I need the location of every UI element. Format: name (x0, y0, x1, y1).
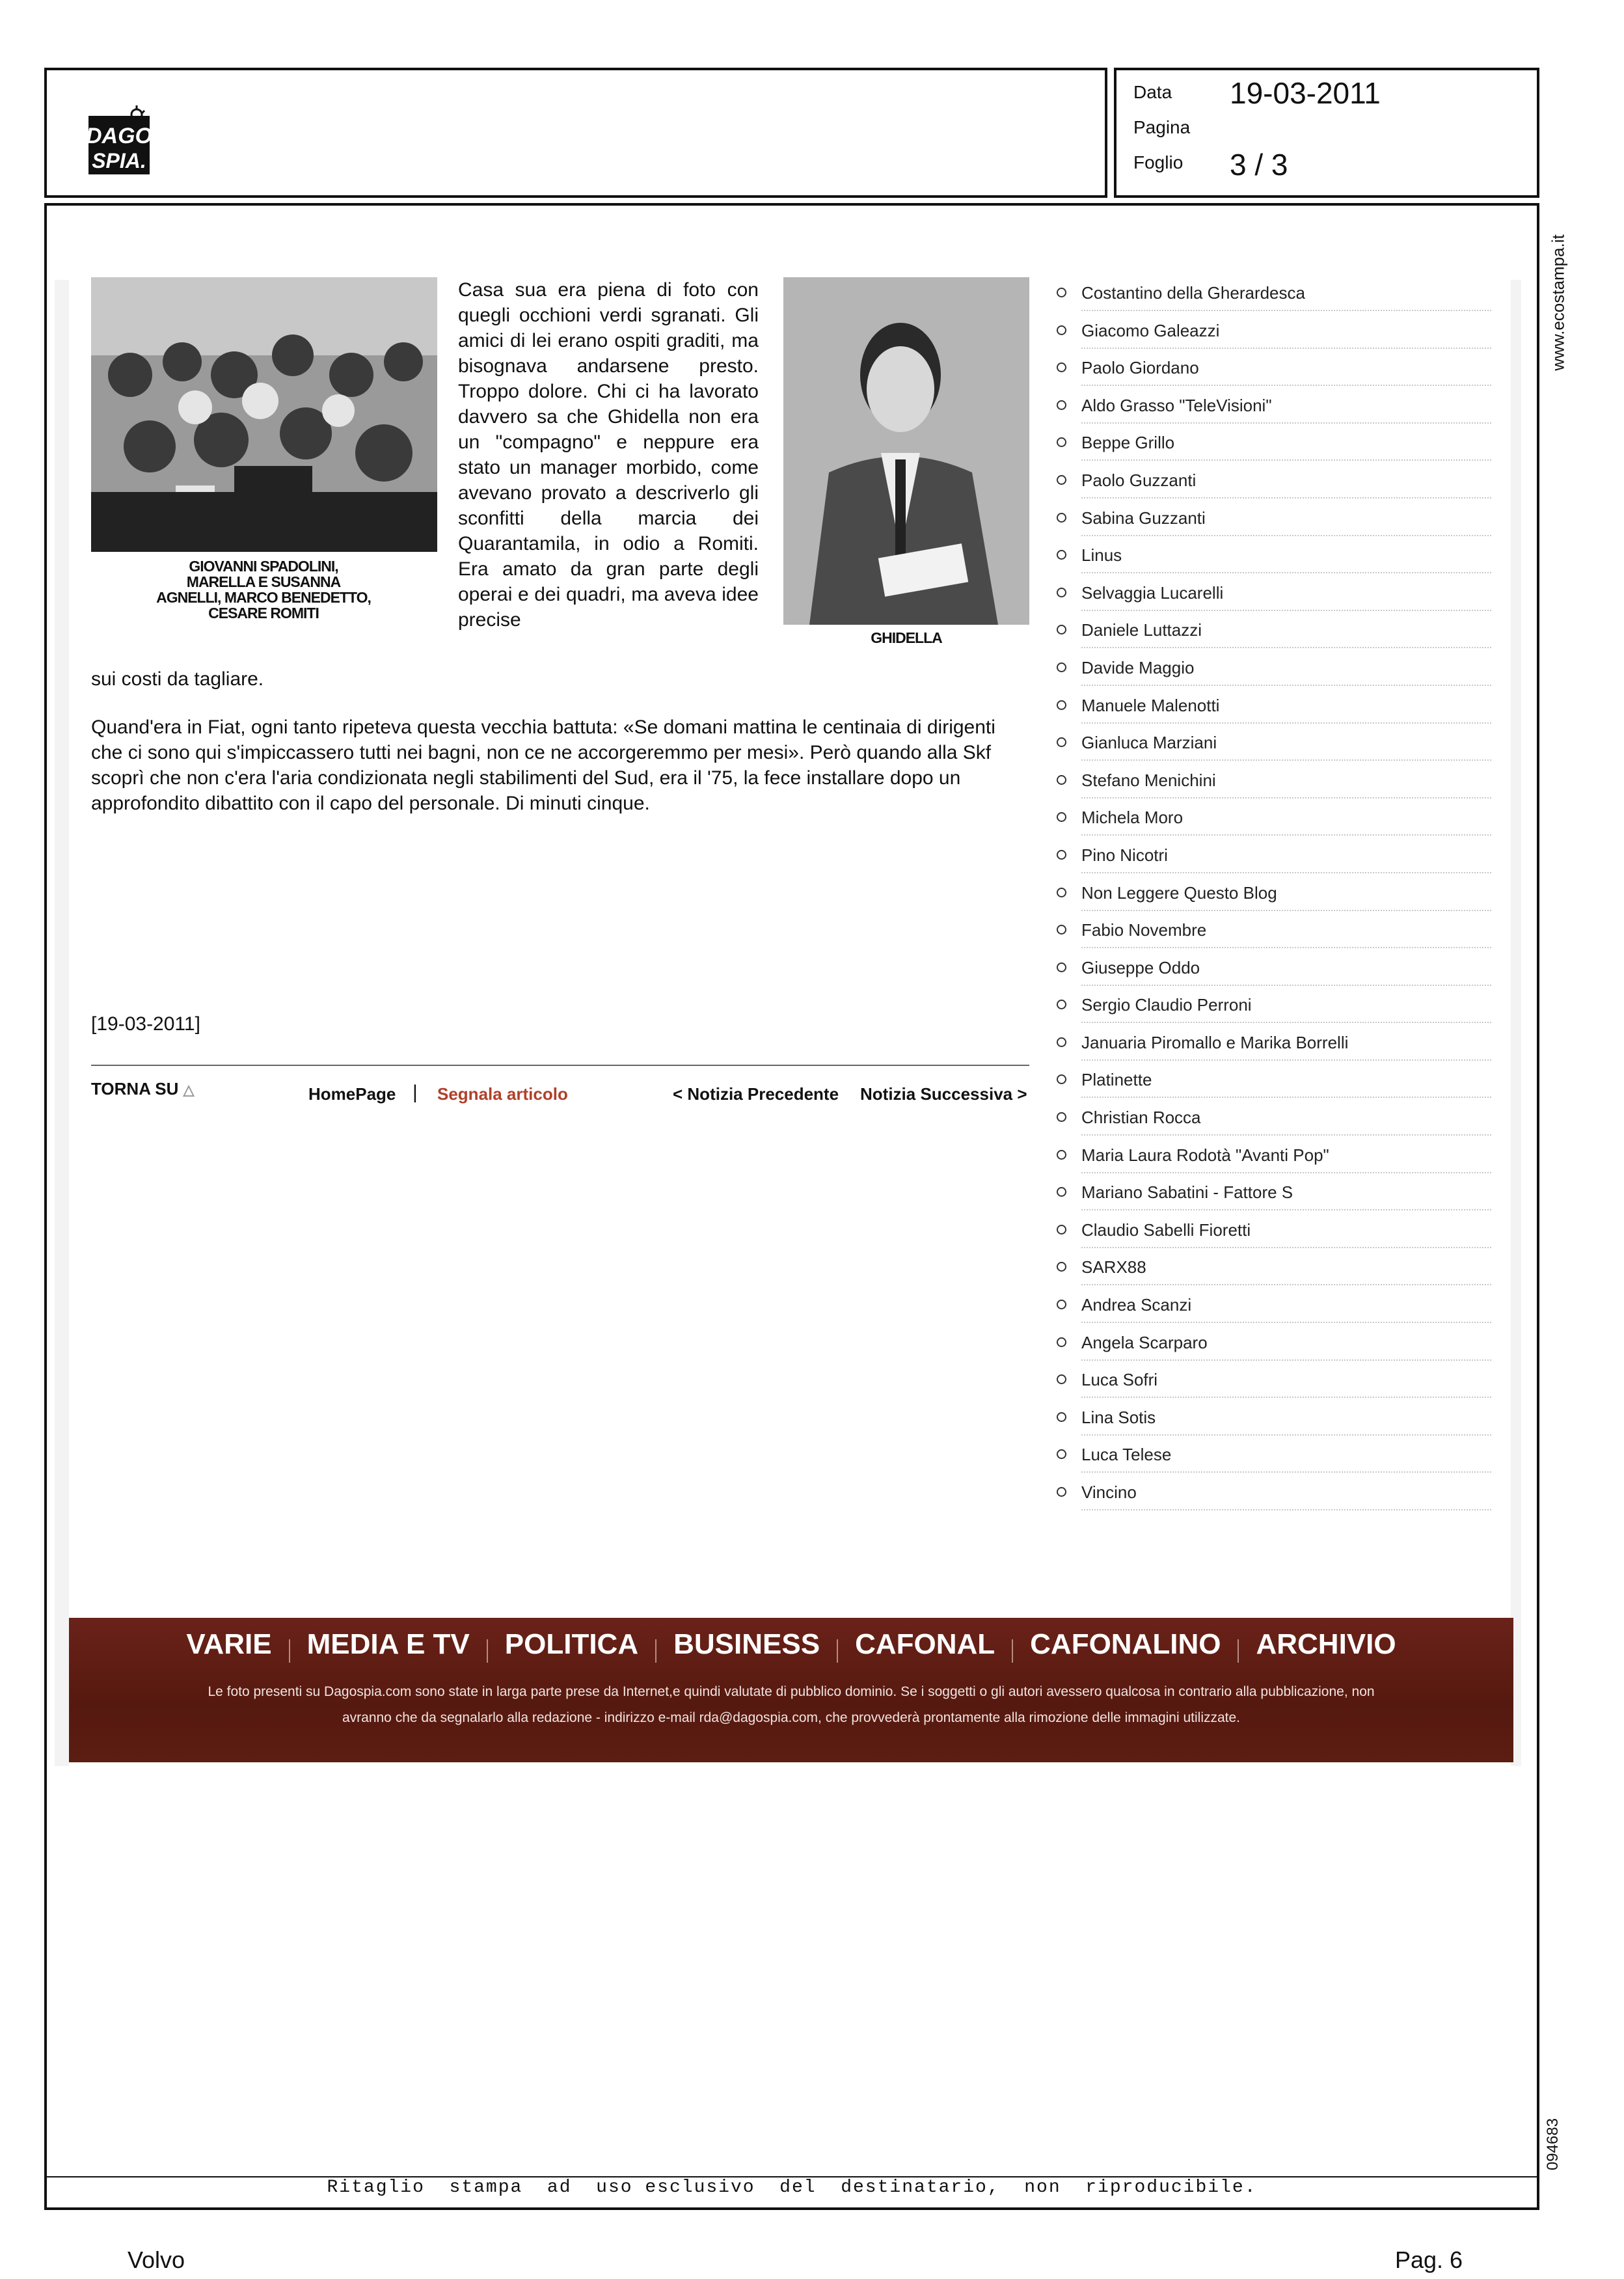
blog-list-item[interactable] (1055, 506, 1491, 544)
blog-author-link[interactable]: Lina Sotis (1081, 1407, 1156, 1427)
blog-list-item[interactable] (1055, 1106, 1491, 1143)
bullet-icon (1057, 962, 1066, 972)
dotted-divider (1081, 759, 1491, 761)
dotted-divider (1081, 1471, 1491, 1473)
blog-author-link[interactable]: Andrea Scanzi (1081, 1295, 1192, 1315)
bullet-icon (1057, 850, 1066, 860)
blog-list-item[interactable] (1055, 1180, 1491, 1218)
footer-nav-item[interactable]: POLITICA (504, 1628, 639, 1660)
blog-list-item[interactable] (1055, 618, 1491, 656)
dotted-divider (1081, 610, 1491, 611)
bullet-icon (1057, 325, 1066, 335)
dotted-divider (1081, 1359, 1491, 1361)
logo-text-top: DAGO (86, 124, 152, 148)
blog-list-item[interactable] (1055, 394, 1491, 431)
bullet-icon (1057, 437, 1066, 447)
dotted-divider (1081, 497, 1491, 498)
dotted-divider (1081, 685, 1491, 686)
bullet-icon (1057, 400, 1066, 410)
bullet-icon (1057, 700, 1066, 710)
bullet-icon (1057, 775, 1066, 785)
article-divider (91, 1065, 1029, 1066)
bullet-icon (1057, 888, 1066, 897)
dotted-divider (1081, 348, 1491, 349)
bullet-icon (1057, 1074, 1066, 1084)
side-code: 094683 (1544, 2118, 1562, 2171)
dotted-divider (1081, 910, 1491, 911)
dagospia-logo (85, 104, 155, 178)
dotted-divider (1081, 572, 1491, 573)
blog-author-link[interactable]: Fabio Novembre (1081, 920, 1207, 940)
blog-list-item[interactable] (1055, 1443, 1491, 1481)
data-label: Data (1133, 82, 1172, 102)
disclaimer-line-2: avranno che da segnalarlo alla redazione - indirizzo e-mail rda@dagospia.com, che provvederà prontamente alla rimozione delle immagini utilizzate. (342, 1710, 1241, 1725)
header-logo-box (44, 68, 1107, 198)
photo2-caption: GHIDELLA (871, 629, 942, 646)
dotted-divider (1081, 722, 1491, 724)
blog-author-link[interactable]: Michela Moro (1081, 808, 1184, 828)
blog-author-link[interactable]: Mariano Sabatini - Fattore S (1081, 1182, 1293, 1203)
nav-separator: | (413, 1082, 418, 1103)
blog-list-item[interactable] (1055, 806, 1491, 843)
bullet-icon (1057, 362, 1066, 372)
article-paragraph-2: Quand'era in Fiat, ogni tanto ripeteva questa vecchia battuta: «Se domani mattina le centinaia di dirigenti che ci sono qui s'impiccassero tutti nei bagni, non ce ne accorgeremmo per mesi». Però quando alla Skf scoprì che non c'era l'aria condizionata negli stabilimenti del Sud, era il '75, la fece installare dopo un approfondito dibattito con il capo del personale. Di minuti cinque. (91, 716, 995, 814)
bullet-icon (1057, 1262, 1066, 1272)
blog-author-link[interactable]: Sabina Guzzanti (1081, 508, 1206, 528)
bullet-icon (1057, 513, 1066, 523)
site-footer-band (69, 1618, 1513, 1762)
dotted-divider (1081, 310, 1491, 311)
blog-list-item[interactable] (1055, 1293, 1491, 1331)
blog-author-link[interactable]: Daniele Luttazzi (1081, 620, 1202, 640)
blog-list-item[interactable] (1055, 319, 1491, 357)
blog-author-link[interactable]: Manuele Malenotti (1081, 695, 1220, 715)
footer-nav-item[interactable]: ARCHIVIO (1256, 1628, 1396, 1660)
bullet-icon (1057, 625, 1066, 635)
logo-text-bottom: SPIA. (92, 149, 146, 172)
blog-author-link[interactable]: Gianluca Marziani (1081, 733, 1217, 753)
blog-author-link[interactable]: Selvaggia Lucarelli (1081, 582, 1224, 603)
footer-nav (69, 1628, 1513, 1663)
blog-author-link[interactable]: Linus (1081, 545, 1122, 566)
dotted-divider (1081, 1284, 1491, 1285)
article-tail-text: sui costi da tagliare. (91, 668, 264, 690)
blog-author-link[interactable]: Costantino della Gherardesca (1081, 283, 1305, 303)
bullet-icon (1057, 1487, 1066, 1497)
bullet-icon (1057, 1337, 1066, 1347)
homepage-link[interactable]: HomePage (308, 1084, 396, 1104)
blog-list-item[interactable] (1055, 918, 1491, 956)
article-date: [19-03-2011] (91, 1013, 200, 1035)
ritaglio-notice: Ritaglio stampa ad uso esclusivo del destinatario, non riproducibile. (327, 2177, 1257, 2198)
page-footer-page-number: Pag. 6 (1395, 2246, 1463, 2273)
dotted-divider (1081, 1022, 1491, 1023)
bullet-icon (1057, 1187, 1066, 1197)
blog-author-link[interactable]: SARX88 (1081, 1257, 1146, 1277)
blog-list-item[interactable] (1055, 843, 1491, 881)
blog-list-item[interactable] (1055, 1368, 1491, 1406)
footer-nav-item[interactable]: CAFONALINO (1030, 1628, 1221, 1660)
blog-list-item[interactable] (1055, 1143, 1491, 1181)
dotted-divider (1081, 1172, 1491, 1173)
bullet-icon (1057, 1000, 1066, 1009)
ghidella-photo (783, 277, 1029, 625)
blog-author-link[interactable]: Luca Sofri (1081, 1370, 1158, 1390)
side-url: www.ecostampa.it (1548, 234, 1568, 371)
foglio-label: Foglio (1133, 152, 1184, 172)
crowd-photo (91, 277, 437, 552)
blog-list-item[interactable] (1055, 1218, 1491, 1256)
blog-list-item[interactable] (1055, 1406, 1491, 1443)
blog-author-link[interactable]: Aldo Grasso "TeleVisioni" (1081, 395, 1272, 415)
blog-author-link[interactable]: Luca Telese (1081, 1445, 1172, 1465)
article-column-text: Casa sua era piena di foto con quegli occhioni verdi sgranati. Gli amici di lei erano ospiti graditi, ma bisognava andarsene presto. Troppo dolore. Chi ci ha lavorato davvero sa che Ghidella non era un "compagno" e neppure era stato un manager morbido, come avevano provato a descriverlo gli sconfitti della marcia dei Quarantamila, in odio a Romiti. Era amato da gran parte degli operai e dei quadri, ma aveva idee precise (458, 279, 759, 631)
footer-nav-item[interactable]: VARIE (186, 1628, 272, 1660)
blog-list-item[interactable] (1055, 731, 1491, 769)
bullet-icon (1057, 737, 1066, 747)
blog-author-link[interactable]: Maria Laura Rodotà "Avanti Pop" (1081, 1145, 1329, 1165)
blog-list-item[interactable] (1055, 1068, 1491, 1106)
blog-list-item[interactable] (1055, 993, 1491, 1031)
blog-author-link[interactable]: Giacomo Galeazzi (1081, 320, 1220, 340)
dotted-divider (1081, 459, 1491, 461)
blog-author-link[interactable]: Sergio Claudio Perroni (1081, 995, 1252, 1015)
dotted-divider (1081, 422, 1491, 424)
blog-author-link[interactable]: Vincino (1081, 1482, 1137, 1502)
dotted-divider (1081, 1434, 1491, 1436)
bullet-icon (1057, 288, 1066, 297)
bullet-icon (1057, 1374, 1066, 1384)
data-value: 19-03-2011 (1230, 76, 1381, 110)
footer-nav-item[interactable]: MEDIA E TV (306, 1628, 470, 1660)
blog-list-item[interactable] (1055, 356, 1491, 394)
dotted-divider (1081, 1059, 1491, 1061)
dotted-divider (1081, 1097, 1491, 1098)
segnala-articolo-link[interactable]: Segnala articolo (437, 1084, 568, 1104)
blog-list-item[interactable] (1055, 656, 1491, 694)
blog-list-item[interactable] (1055, 543, 1491, 581)
bullet-icon (1057, 550, 1066, 560)
footer-disclaimer (121, 1679, 1461, 1731)
disclaimer-line-1: Le foto presenti su Dagospia.com sono state in larga parte prese da Internet,e quindi valutate di pubblico dominio. Se i soggetti o gli autori avessero qualcosa in contrario alla pubblicazione, non (208, 1684, 1375, 1699)
blog-list-item[interactable] (1055, 581, 1491, 619)
dotted-divider (1081, 947, 1491, 948)
pagina-label: Pagina (1133, 117, 1191, 137)
foglio-value: 3 / 3 (1230, 148, 1288, 182)
dotted-divider (1081, 1247, 1491, 1248)
blog-author-link[interactable]: Pino Nicotri (1081, 845, 1168, 865)
dotted-divider (1081, 1397, 1491, 1398)
blog-author-link[interactable]: Christian Rocca (1081, 1108, 1201, 1128)
dotted-divider (1081, 1134, 1491, 1136)
dotted-divider (1081, 985, 1491, 986)
blog-author-link[interactable]: Platinette (1081, 1070, 1152, 1090)
next-article-link[interactable]: Notizia Successiva > (860, 1084, 1027, 1104)
blog-list-item[interactable] (1055, 1481, 1491, 1518)
blog-author-link[interactable]: Paolo Giordano (1081, 358, 1199, 378)
blog-author-link[interactable]: Non Leggere Questo Blog (1081, 882, 1277, 903)
bullet-icon (1057, 1225, 1066, 1235)
bullet-icon (1057, 925, 1066, 935)
bullet-icon (1057, 588, 1066, 597)
blog-list-item[interactable] (1055, 1255, 1491, 1293)
bullet-icon (1057, 1300, 1066, 1309)
photo1-caption: GIOVANNI SPADOLINI, MARELLA E SUSANNA AGNELLI, MARCO BENEDETTO, CESARE ROMITI (156, 558, 371, 621)
blog-list-item[interactable] (1055, 694, 1491, 731)
blog-author-link[interactable]: Davide Maggio (1081, 657, 1195, 677)
footer-nav-item[interactable]: BUSINESS (673, 1628, 820, 1660)
blog-author-link[interactable]: Beppe Grillo (1081, 433, 1175, 453)
bullet-icon (1057, 475, 1066, 485)
dotted-divider (1081, 1322, 1491, 1323)
blog-list-item[interactable] (1055, 956, 1491, 994)
bullet-icon (1057, 1449, 1066, 1459)
blog-list-item[interactable] (1055, 1331, 1491, 1369)
dotted-divider (1081, 872, 1491, 873)
blog-author-link[interactable]: Januaria Piromallo e Marika Borrelli (1081, 1032, 1349, 1052)
dotted-divider (1081, 1209, 1491, 1210)
bullet-icon (1057, 1037, 1066, 1047)
blog-author-link[interactable]: Claudio Sabelli Fioretti (1081, 1220, 1251, 1240)
blog-list-item[interactable] (1055, 769, 1491, 806)
bullet-icon (1057, 1412, 1066, 1422)
bullet-icon (1057, 812, 1066, 822)
blog-list-item[interactable] (1055, 431, 1491, 469)
page-footer-client: Volvo (128, 2246, 185, 2273)
blog-list-item[interactable] (1055, 281, 1491, 319)
blog-list (1055, 281, 1491, 1518)
dotted-divider (1081, 535, 1491, 536)
dotted-divider (1081, 1509, 1491, 1510)
dotted-divider (1081, 834, 1491, 836)
blog-author-link[interactable]: Giuseppe Oddo (1081, 957, 1200, 977)
dotted-divider (1081, 385, 1491, 386)
blog-list-item[interactable] (1055, 469, 1491, 506)
blog-list-item[interactable] (1055, 881, 1491, 919)
bullet-icon (1057, 1112, 1066, 1122)
dotted-divider (1081, 647, 1491, 648)
bullet-icon (1057, 1150, 1066, 1160)
blog-author-link[interactable]: Paolo Guzzanti (1081, 470, 1197, 490)
torna-su-link[interactable]: TORNA SU △ (91, 1079, 195, 1099)
prev-article-link[interactable]: < Notizia Precedente (673, 1084, 839, 1104)
header-meta-box (1114, 68, 1539, 198)
bullet-icon (1057, 662, 1066, 672)
blog-list-item[interactable] (1055, 1031, 1491, 1069)
blog-author-link[interactable]: Angela Scarparo (1081, 1332, 1208, 1352)
blog-author-link[interactable]: Stefano Menichini (1081, 770, 1216, 790)
up-arrow-icon: △ (183, 1082, 195, 1098)
footer-nav-item[interactable]: CAFONAL (855, 1628, 995, 1660)
dotted-divider (1081, 797, 1491, 798)
